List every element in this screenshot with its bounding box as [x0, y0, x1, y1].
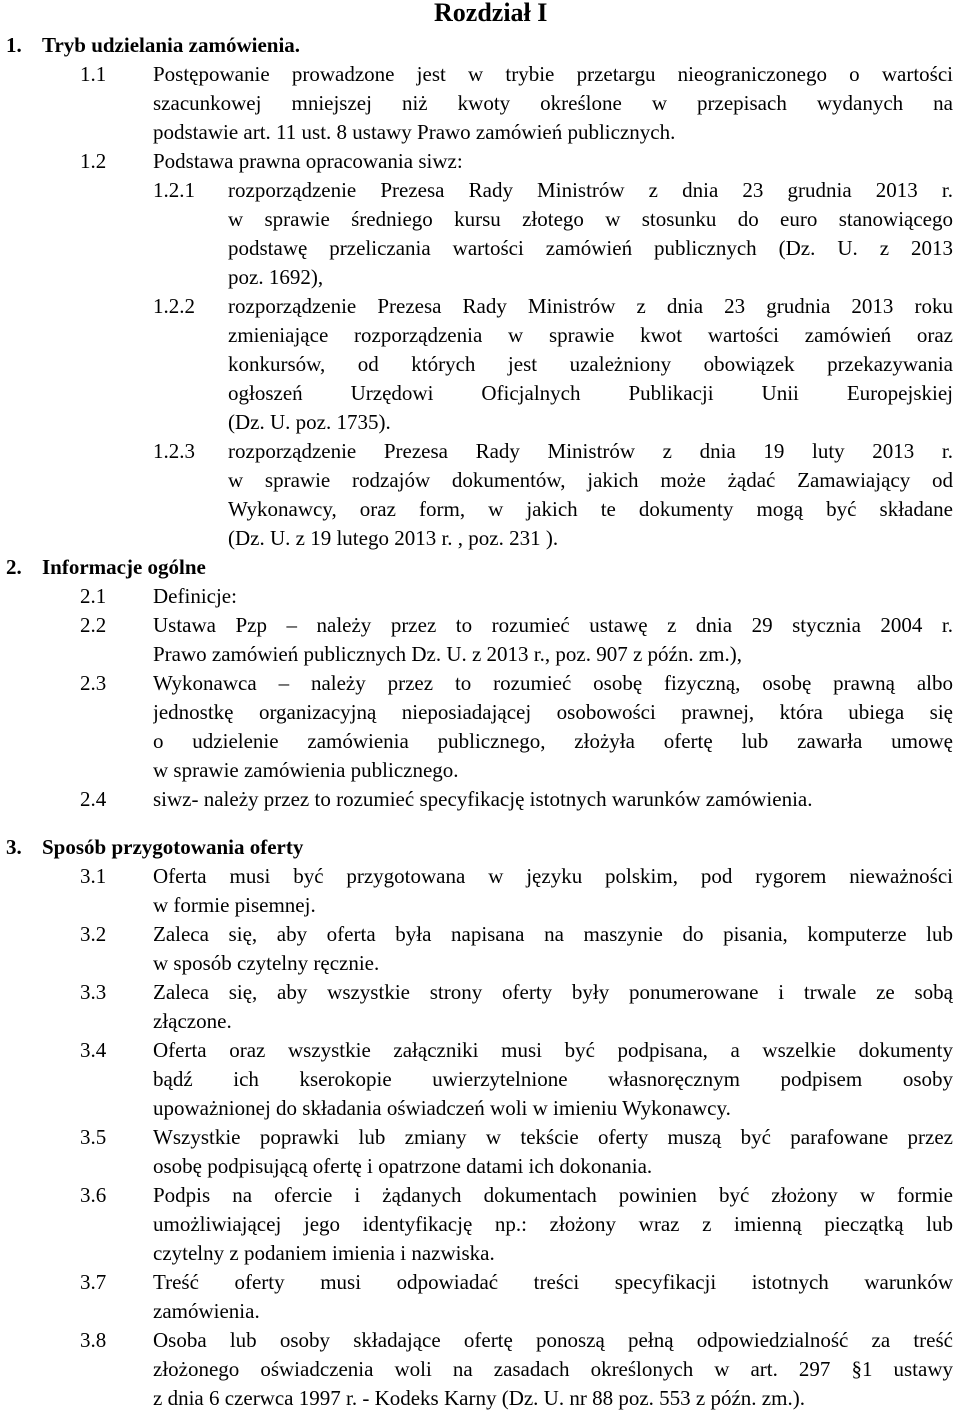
section-2-number: 2.	[6, 555, 22, 579]
item-3-6-line: umożliwiającej jego identyfikację np.: złożony wraz z imienną pieczątką lub	[153, 1212, 953, 1236]
item-3-1-number: 3.1	[80, 864, 107, 888]
item-3-2-line: Zaleca się, aby oferta była napisana na maszynie do pisania, komputerze lub	[153, 922, 953, 946]
section-2-heading: Informacje ogólne	[42, 555, 206, 579]
item-1-2-2-line: (Dz. U. poz. 1735).	[228, 410, 391, 434]
item-1-2-3-line: (Dz. U. z 19 lutego 2013 r. , poz. 231 ).	[228, 526, 559, 550]
item-3-5-number: 3.5	[80, 1125, 107, 1149]
section-1-number: 1.	[6, 33, 22, 57]
item-1-2-3-line: rozporządzenie Prezesa Rady Ministrów z dnia 19 luty 2013 r.	[228, 439, 953, 463]
section-3-heading: Sposób przygotowania oferty	[42, 835, 304, 859]
item-3-4-line: bądź ich kserokopie uwierzytelnione własnoręcznym podpisem osoby	[153, 1067, 953, 1091]
item-1-2-3-line: Wykonawcy, oraz form, w jakich te dokumenty mogą być składane	[228, 497, 953, 521]
item-3-7-number: 3.7	[80, 1270, 107, 1294]
item-3-5-line: Wszystkie poprawki lub zmiany w tekście oferty muszą być parafowane przez	[153, 1125, 953, 1149]
item-1-2-1-number: 1.2.1	[153, 178, 195, 202]
item-2-2-line: Prawo zamówień publicznych Dz. U. z 2013 r., poz. 907 z późn. zm.),	[153, 642, 743, 666]
section-1-heading: Tryb udzielania zamówienia.	[42, 33, 301, 57]
item-2-2-number: 2.2	[80, 613, 107, 637]
item-3-2-number: 3.2	[80, 922, 107, 946]
item-1-2-2-number: 1.2.2	[153, 294, 195, 318]
item-2-4-number: 2.4	[80, 787, 107, 811]
item-3-8-number: 3.8	[80, 1328, 107, 1352]
item-1-2-2-line: konkursów, od których jest uzależniony obowiązek przekazywania	[228, 352, 953, 376]
item-2-3-line: Wykonawca – należy przez to rozumieć osobę fizyczną, osobę prawną albo	[153, 671, 953, 695]
item-3-6-number: 3.6	[80, 1183, 107, 1207]
item-1-1-line: podstawie art. 11 ust. 8 ustawy Prawo zamówień publicznych.	[153, 120, 676, 144]
item-1-2-2-line: rozporządzenie Prezesa Rady Ministrów z dnia 23 grudnia 2013 roku	[228, 294, 953, 318]
item-3-4-line: upoważnionej do składania oświadczeń woli w imieniu Wykonawcy.	[153, 1096, 731, 1120]
item-3-8-line: złożonego oświadczenia woli na zasadach określonych w art. 297 §1 ustawy	[153, 1357, 953, 1381]
item-3-6-line: Podpis na ofercie i żądanych dokumentach powinien być złożony w formie	[153, 1183, 953, 1207]
item-3-7-line: zamówienia.	[153, 1299, 260, 1323]
item-3-4-number: 3.4	[80, 1038, 107, 1062]
item-2-4-text: siwz- należy przez to rozumieć specyfikację istotnych warunków zamówienia.	[153, 787, 813, 811]
item-1-2-1-line: poz. 1692),	[228, 265, 324, 289]
item-3-7-line: Treść oferty musi odpowiadać treści specyfikacji istotnych warunków	[153, 1270, 953, 1294]
section-3-number: 3.	[6, 835, 22, 859]
item-1-2-1-line: w sprawie średniego kursu złotego w stosunku do euro stanowiącego	[228, 207, 953, 231]
item-1-2-2-line: zmieniające rozporządzenia w sprawie kwot wartości zamówień oraz	[228, 323, 953, 347]
chapter-title: Rozdział I	[434, 0, 548, 27]
item-1-1-number: 1.1	[80, 62, 107, 86]
item-1-2-1-line: podstawę przeliczania wartości zamówień publicznych (Dz. U. z 2013	[228, 236, 953, 260]
item-2-3-number: 2.3	[80, 671, 107, 695]
item-3-3-number: 3.3	[80, 980, 107, 1004]
item-3-4-line: Oferta oraz wszystkie załączniki musi być podpisana, a wszelkie dokumenty	[153, 1038, 953, 1062]
item-1-2-1-line: rozporządzenie Prezesa Rady Ministrów z dnia 23 grudnia 2013 r.	[228, 178, 953, 202]
item-1-1-line: szacunkowej mniejszej niż kwoty określone w przepisach wydanych na	[153, 91, 953, 115]
item-1-2-text: Podstawa prawna opracowania siwz:	[153, 149, 463, 173]
item-3-3-line: Zaleca się, aby wszystkie strony oferty były ponumerowane i trwale ze sobą	[153, 980, 953, 1004]
item-2-3-line: jednostkę organizacyjną nieposiadającej osobowości prawnej, która ubiega się	[153, 700, 953, 724]
item-3-5-line: osobę podpisującą ofertę i opatrzone datami ich dokonania.	[153, 1154, 653, 1178]
item-1-2-3-number: 1.2.3	[153, 439, 195, 463]
item-2-3-line: w sprawie zamówienia publicznego.	[153, 758, 459, 782]
item-2-1-number: 2.1	[80, 584, 107, 608]
item-3-1-line: Oferta musi być przygotowana w języku polskim, pod rygorem nieważności	[153, 864, 953, 888]
item-3-3-line: złączone.	[153, 1009, 232, 1033]
item-1-2-number: 1.2	[80, 149, 107, 173]
item-3-1-line: w formie pisemnej.	[153, 893, 316, 917]
item-1-1-line: Postępowanie prowadzone jest w trybie przetargu nieograniczonego o wartości	[153, 62, 953, 86]
item-2-3-line: o udzielenie zamówienia publicznego, złożyła ofertę lub zawarła umowę	[153, 729, 953, 753]
item-1-2-2-line: ogłoszeń Urzędowi Oficjalnych Publikacji Unii Europejskiej	[228, 381, 953, 405]
item-3-8-line: z dnia 6 czerwca 1997 r. - Kodeks Karny (Dz. U. nr 88 poz. 553 z późn. zm.).	[153, 1386, 805, 1410]
item-3-2-line: w sposób czytelny ręcznie.	[153, 951, 380, 975]
item-3-6-line: czytelny z podaniem imienia i nazwiska.	[153, 1241, 495, 1265]
item-2-1-text: Definicje:	[153, 584, 237, 608]
item-2-2-line: Ustawa Pzp – należy przez to rozumieć ustawę z dnia 29 stycznia 2004 r.	[153, 613, 953, 637]
item-1-2-3-line: w sprawie rodzajów dokumentów, jakich może żądać Zamawiający od	[228, 468, 953, 492]
item-3-8-line: Osoba lub osoby składające ofertę ponoszą pełną odpowiedzialność za treść	[153, 1328, 953, 1352]
